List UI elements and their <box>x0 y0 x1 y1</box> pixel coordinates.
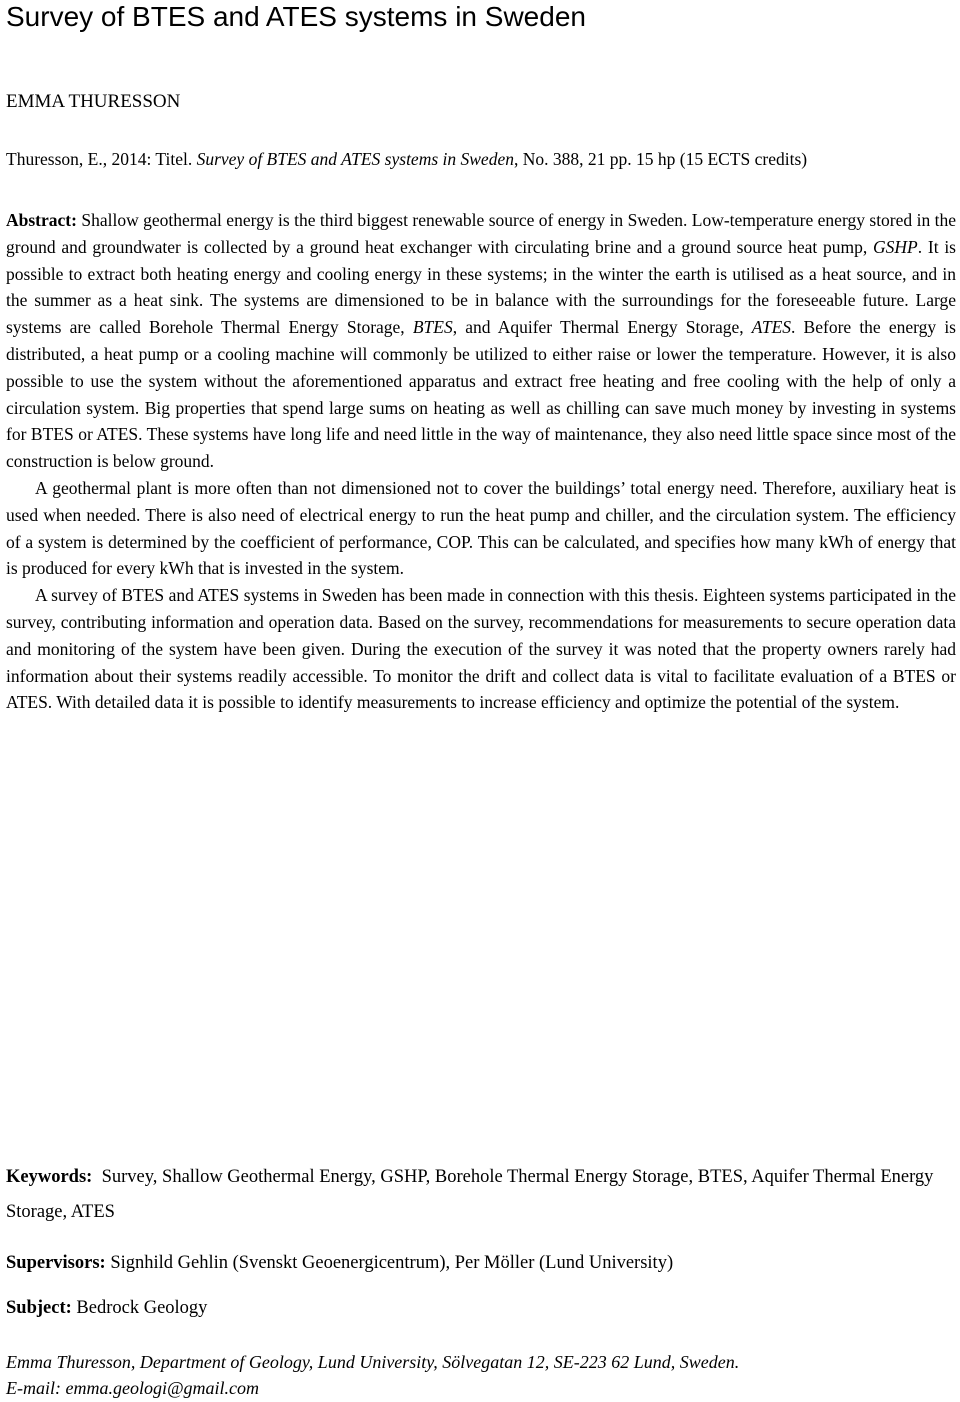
affiliation-email: E-mail: emma.geologi@gmail.com <box>6 1378 260 1398</box>
abstract-label: Abstract: <box>6 210 77 230</box>
supervisors-label: Supervisors: <box>6 1253 106 1273</box>
citation-title: Survey of BTES and ATES systems in Sweden <box>196 149 514 169</box>
supervisors-text: Signhild Gehlin (Svenskt Geoenergicentrum), Per Möller (Lund University) <box>105 1253 674 1273</box>
abstract-paragraph-2: A geothermal plant is more often than not dimensioned not to cover the buildings’ total energy need. Therefore, auxiliary heat is used when needed. There is also need of electrical energy to run the heat pump and chiller, and the circulation system. The efficiency of a system is determined by the coefficient of performance, COP. This can be calculated, and specifies how many kWh of energy that is produced for every kWh that is invested in the system. <box>6 477 956 579</box>
author-affiliation <box>6 1349 739 1401</box>
page-title: Survey of BTES and ATES systems in Sweden <box>6 1 586 32</box>
subject <box>6 1296 207 1320</box>
citation-prefix: Thuresson, E., 2014: Titel. <box>6 149 197 169</box>
subject-text: Bedrock Geology <box>71 1298 208 1318</box>
abstract-p1-b: . It is possible to extract both heating energy and cooling energy in these systems; in the winter the earth is utilised as a heat source, and in the summer as a heat sink. The systems are dimensioned to be in balance with the surroundings for the foreseeable future. Large systems are called Borehole Thermal Energy Storage, <box>6 236 956 338</box>
supervisors <box>6 1251 673 1275</box>
abstract-p1-a: Shallow geothermal energy is the third biggest renewable source of energy in Sweden. Low-temperature energy stored in the ground and groundwater is collected by a ground heat exchanger with circulating brine and a ground source heat pump, <box>6 210 956 257</box>
abstract-paragraph-3: A survey of BTES and ATES systems in Sweden has been made in connection with this thesis. Eighteen systems participated in the survey, contributing information and operation data. Based on the survey, recommendations for measurements to secure operation data and monitoring of the system have been given. During the execution of the survey it was noted that the property owners rarely had information about their systems readily accessible. To monitor the drift and collect data is vital to facilitate evaluation of a BTES or ATES. With detailed data it is possible to identify measurements to increase efficiency and optimize the potential of the system. <box>6 585 956 713</box>
subject-label: Subject: <box>6 1298 72 1318</box>
keywords-text: Survey, Shallow Geothermal Energy, GSHP, Borehole Thermal Energy Storage, BTES, Aquifer Thermal Energy Storage, ATES <box>6 1167 934 1222</box>
citation-suffix: , No. 388, 21 pp. 15 hp (15 ECTS credits) <box>513 149 808 169</box>
abstract-p1-c: , and Aquifer Thermal Energy Storage, <box>452 317 752 338</box>
abstract-ates: ATES <box>751 317 792 338</box>
keywords-label: Keywords: <box>6 1167 93 1187</box>
abstract <box>6 207 956 716</box>
author-name: EMMA THURESSON <box>6 91 181 112</box>
abstract-paragraph-1 <box>6 207 956 475</box>
abstract-btes: BTES <box>412 317 453 338</box>
citation <box>6 147 807 171</box>
abstract-gshp: GSHP <box>873 236 918 257</box>
abstract-p1-d: . Before the energy is distributed, a heat pump or a cooling machine will commonly be utilized to either raise or lower the temperature. However, it is also possible to use the system without the aforementioned apparatus and extract free heating and free cooling with the help of only a circulation system. Big properties that spend large sums on heating as well as chilling can save much money by investing in systems for BTES or ATES. These systems have long life and need little in the way of maintenance, they also need little space since most of the construction is below ground. <box>6 317 956 472</box>
affiliation-address: Emma Thuresson, Department of Geology, Lund University, Sölvegatan 12, SE-223 62 Lund, Sweden. <box>6 1352 740 1372</box>
keywords <box>6 1160 956 1230</box>
